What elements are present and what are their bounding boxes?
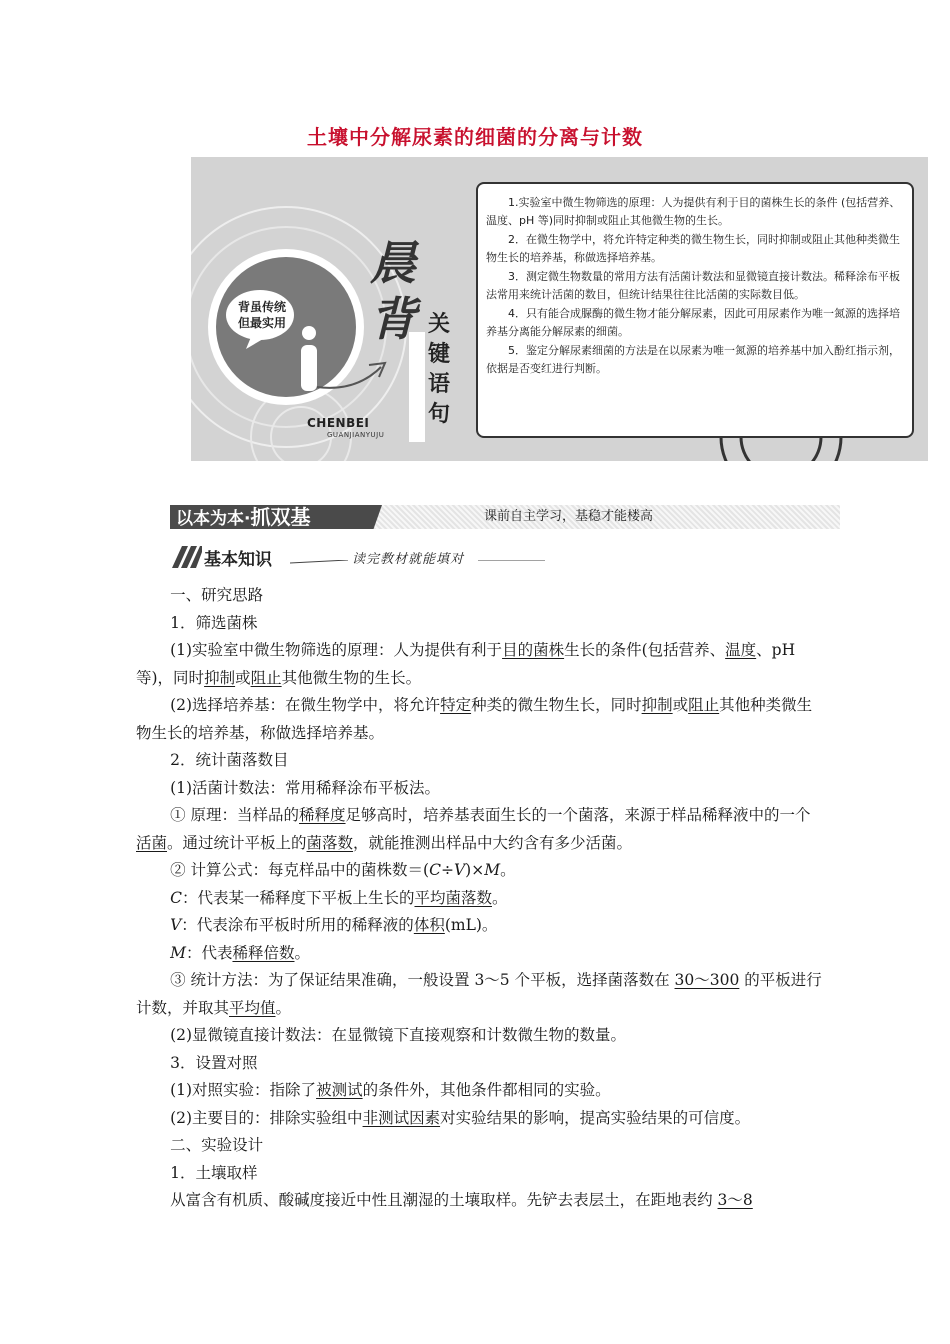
section-bar-title <box>176 505 310 531</box>
subheading-1: 1．筛选菌株 <box>170 613 258 632</box>
brand-text: CHENBEI <box>307 416 370 430</box>
banner-circle-text <box>226 299 298 331</box>
subheading-3: 3．设置对照 <box>170 1053 258 1072</box>
paragraph-12: (2)主要目的：排除实验组中非测试因素对实验结果的影响，提高实验结果的可信度。 <box>170 1108 751 1127</box>
small-char-4: 句 <box>427 402 450 427</box>
paragraph-13: 从富含有机质、酸碱度接近中性且潮湿的土壤取样。先铲去表层土，在距地表约 3～8 <box>170 1191 753 1209</box>
stripes-icon <box>172 546 202 568</box>
key-points-box <box>476 182 914 438</box>
paragraph-8: M：代表稀释倍数。 <box>170 943 311 962</box>
section-bar-title-b: 抓双基 <box>250 505 311 529</box>
paragraph-5: ② 计算公式：每克样品中的菌株数＝(C÷V)×M。 <box>170 861 516 879</box>
small-char-1: 关 <box>427 312 450 337</box>
heading-2: 二、实验设计 <box>170 1136 264 1154</box>
brand-subtext: GUANJIANYUJU <box>327 431 385 439</box>
small-char-3: 语 <box>427 372 450 397</box>
paragraph-3: (1)活菌计数法：常用稀释涂布平板法。 <box>170 778 441 797</box>
circle-line-1: 背虽传统 <box>237 300 286 314</box>
main-content <box>136 582 826 1215</box>
subsection-subtitle: 读完教材就能填对 <box>352 552 465 567</box>
paragraph-6: C：代表某一稀释度下平板上生长的平均菌落数。 <box>170 888 508 907</box>
subsection-title: 基本知识 <box>204 550 272 570</box>
key-point-1: 1.实验室中微生物筛选的原理：人为提供有利于目的菌株生长的条件 (包括营养、温度、pH 等)同时抑制或阻止其他微生物的生长。 <box>486 196 901 227</box>
section-bar-title-a: 以本为本· <box>176 509 251 529</box>
paragraph-4: ① 原理：当样品的稀释度足够高时，培养基表面生长的一个菌落，来源于样品稀释液中的一个活菌。通过统计平板上的菌落数，就能推测出样品中大约含有多少活菌。 <box>136 806 811 852</box>
subheading-2: 2．统计菌落数目 <box>170 751 289 769</box>
big-char-bei: 背 <box>370 292 416 346</box>
section-bar-subtitle: 课前自主学习，基稳才能楼高 <box>484 509 654 524</box>
paragraph-9: ③ 统计方法：为了保证结果准确，一般设置 3～5 个平板，选择菌落数在 30～300 的平板进行计数，并取其平均值。 <box>136 971 822 1017</box>
paragraph-10: (2)显微镜直接计数法：在显微镜下直接观察和计数微生物的数量。 <box>170 1026 627 1044</box>
heading-1: 一、研究思路 <box>170 586 264 604</box>
page-title: 土壤中分解尿素的细菌的分离与计数 <box>307 125 643 149</box>
circle-line-2: 但最实用 <box>237 316 286 330</box>
paragraph-2: (2)选择培养基：在微生物学中，将允许特定种类的微生物生长，同时抑制或阻止其他种类微生物生长的培养基，称做选择培养基。 <box>136 696 813 742</box>
subheading-4: 1．土壤取样 <box>170 1163 258 1182</box>
paragraph-7: V：代表涂布平板时所用的稀释液的体积(mL)。 <box>170 916 498 934</box>
key-point-4: 4．只有能合成脲酶的微生物才能分解尿素，因此可用尿素作为唯一氮源的选择培养基分离能分解尿素的细菌。 <box>486 307 900 338</box>
key-point-2: 2．在微生物学中，将允许特定种类的微生物生长，同时抑制或阻止其他种类微生物生长的培养基，称做选择培养基。 <box>486 233 900 264</box>
big-char-chen: 晨 <box>370 236 416 290</box>
key-point-3: 3．测定微生物数量的常用方法有活菌计数法和显微镜直接计数法。稀释涂布平板法常用来统计活菌的数目，但统计结果往往比活菌的实际数目低。 <box>486 270 900 301</box>
small-char-2: 键 <box>427 342 450 367</box>
key-point-5: 5．鉴定分解尿素细菌的方法是在以尿素为唯一氮源的培养基中加入酚红指示剂，依据是否变红进行判断。 <box>486 344 900 375</box>
paragraph-1: (1)实验室中微生物筛选的原理：人为提供有利于目的菌株生长的条件(包括营养、温度、pH等)，同时抑制或阻止其他微生物的生长。 <box>136 641 796 687</box>
paragraph-11: (1)对照实验：指除了被测试的条件外，其他条件都相同的实验。 <box>170 1081 611 1099</box>
